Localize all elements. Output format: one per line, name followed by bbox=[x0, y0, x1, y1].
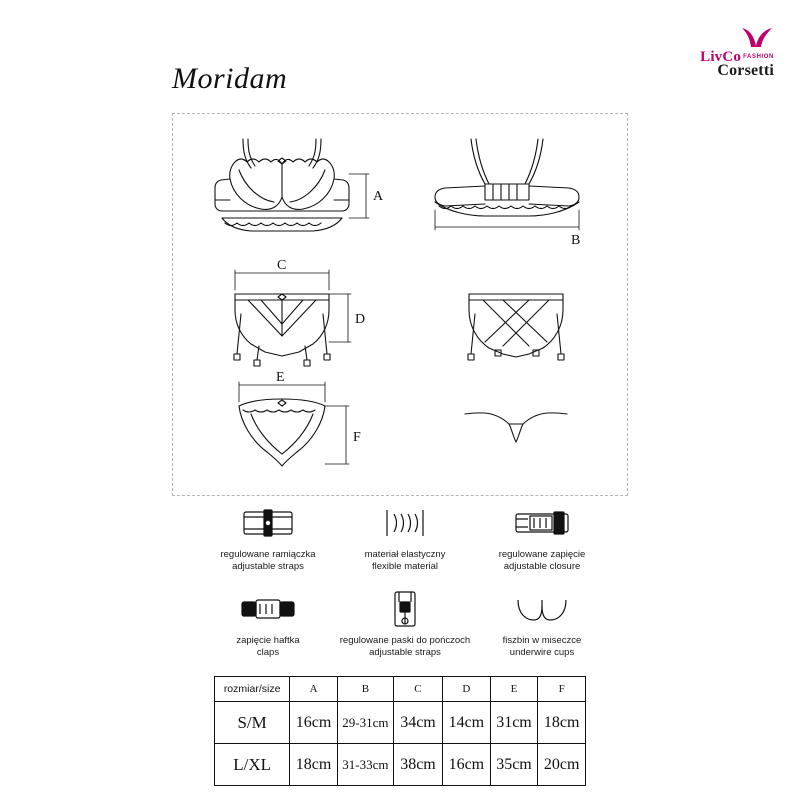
clasps-icon bbox=[200, 589, 336, 629]
measure-label-f: F bbox=[353, 430, 361, 445]
brand-mark-icon bbox=[740, 26, 774, 48]
feature-label-pl: regulowane zapięcie bbox=[498, 549, 586, 560]
size-label-lxl: L/XL bbox=[215, 744, 290, 786]
brand-livco-text: LivCo bbox=[700, 49, 742, 65]
size-lxl-b: 31-33cm bbox=[337, 744, 393, 786]
feature-underwire-cups bbox=[474, 589, 610, 659]
table-row bbox=[215, 702, 586, 744]
size-lxl-a: 18cm bbox=[290, 744, 338, 786]
feature-flexible-material bbox=[337, 503, 473, 573]
measure-label-b: B bbox=[571, 233, 581, 248]
brand-fashion-text: FASHION bbox=[743, 54, 774, 60]
feature-label-en: underwire cups bbox=[509, 646, 575, 658]
features-row-1 bbox=[200, 503, 610, 573]
feature-label-pl: regulowane paski do pończoch bbox=[339, 634, 471, 646]
feature-adjustable-garter-straps bbox=[337, 589, 473, 659]
size-sm-b: 29-31cm bbox=[337, 702, 393, 744]
size-table-header-label: rozmiar/size bbox=[215, 677, 290, 702]
measure-label-a: A bbox=[373, 189, 384, 204]
size-table-header-e: E bbox=[490, 677, 538, 702]
size-table-header-b: B bbox=[337, 677, 393, 702]
size-label-sm: S/M bbox=[215, 702, 290, 744]
feature-label-en: adjustable closure bbox=[503, 560, 581, 572]
size-lxl-f: 20cm bbox=[538, 744, 586, 786]
measure-label-e: E bbox=[276, 370, 285, 385]
size-sm-d: 14cm bbox=[443, 702, 491, 744]
measure-label-d: D bbox=[355, 312, 366, 327]
size-table-header-row bbox=[215, 677, 586, 702]
adjustable-straps-icon bbox=[200, 503, 336, 543]
measure-a bbox=[349, 174, 369, 218]
features-section bbox=[200, 503, 610, 659]
measure-c bbox=[235, 270, 329, 290]
size-lxl-e: 35cm bbox=[490, 744, 538, 786]
size-table-header-d: D bbox=[443, 677, 491, 702]
size-sm-f: 18cm bbox=[538, 702, 586, 744]
size-sm-e: 31cm bbox=[490, 702, 538, 744]
feature-label-en: adjustable straps bbox=[369, 646, 441, 658]
size-table-header-a: A bbox=[290, 677, 338, 702]
size-lxl-d: 16cm bbox=[443, 744, 491, 786]
feature-label-en: claps bbox=[256, 646, 280, 658]
flexible-material-icon bbox=[337, 503, 473, 543]
underwire-cups-icon bbox=[474, 589, 610, 629]
table-row bbox=[215, 744, 586, 786]
features-row-2 bbox=[200, 589, 610, 659]
size-table-header-f: F bbox=[538, 677, 586, 702]
feature-label-pl: zapięcie haftka bbox=[236, 634, 300, 646]
feature-label-en: adjustable straps bbox=[232, 560, 304, 572]
size-table bbox=[214, 676, 586, 786]
size-lxl-c: 38cm bbox=[393, 744, 442, 786]
feature-label-pl: fiszbin w miseczce bbox=[502, 634, 582, 646]
measure-d bbox=[329, 294, 351, 342]
thong-front-illustration bbox=[239, 399, 325, 466]
size-sm-c: 34cm bbox=[393, 702, 442, 744]
size-table-head bbox=[215, 677, 586, 702]
model-name: Moridam bbox=[172, 62, 288, 95]
adjustable-garter-straps-icon bbox=[337, 589, 473, 629]
feature-clasps bbox=[200, 589, 336, 659]
illustration-panel bbox=[172, 113, 628, 496]
garment-diagrams bbox=[173, 114, 627, 495]
size-table-header-c: C bbox=[393, 677, 442, 702]
brand-corsetti-text: Corsetti bbox=[717, 62, 774, 79]
adjustable-closure-icon bbox=[474, 503, 610, 543]
measure-b bbox=[435, 210, 579, 230]
size-table-body bbox=[215, 702, 586, 786]
feature-adjustable-closure bbox=[474, 503, 610, 573]
measure-f bbox=[325, 406, 349, 464]
garter-belt-back-illustration bbox=[468, 294, 564, 360]
thong-back-illustration bbox=[465, 413, 567, 442]
bra-front-illustration bbox=[215, 139, 349, 231]
bra-back-illustration bbox=[435, 139, 579, 216]
brand-logo bbox=[664, 26, 774, 79]
feature-adjustable-straps bbox=[200, 503, 336, 573]
size-sm-a: 16cm bbox=[290, 702, 338, 744]
measure-label-c: C bbox=[277, 258, 287, 273]
feature-label-en: flexible material bbox=[372, 560, 438, 572]
garter-belt-front-illustration bbox=[234, 294, 330, 366]
feature-label-pl: regulowane ramiączka bbox=[220, 549, 316, 560]
feature-label-pl: materiał elastyczny bbox=[364, 549, 446, 560]
